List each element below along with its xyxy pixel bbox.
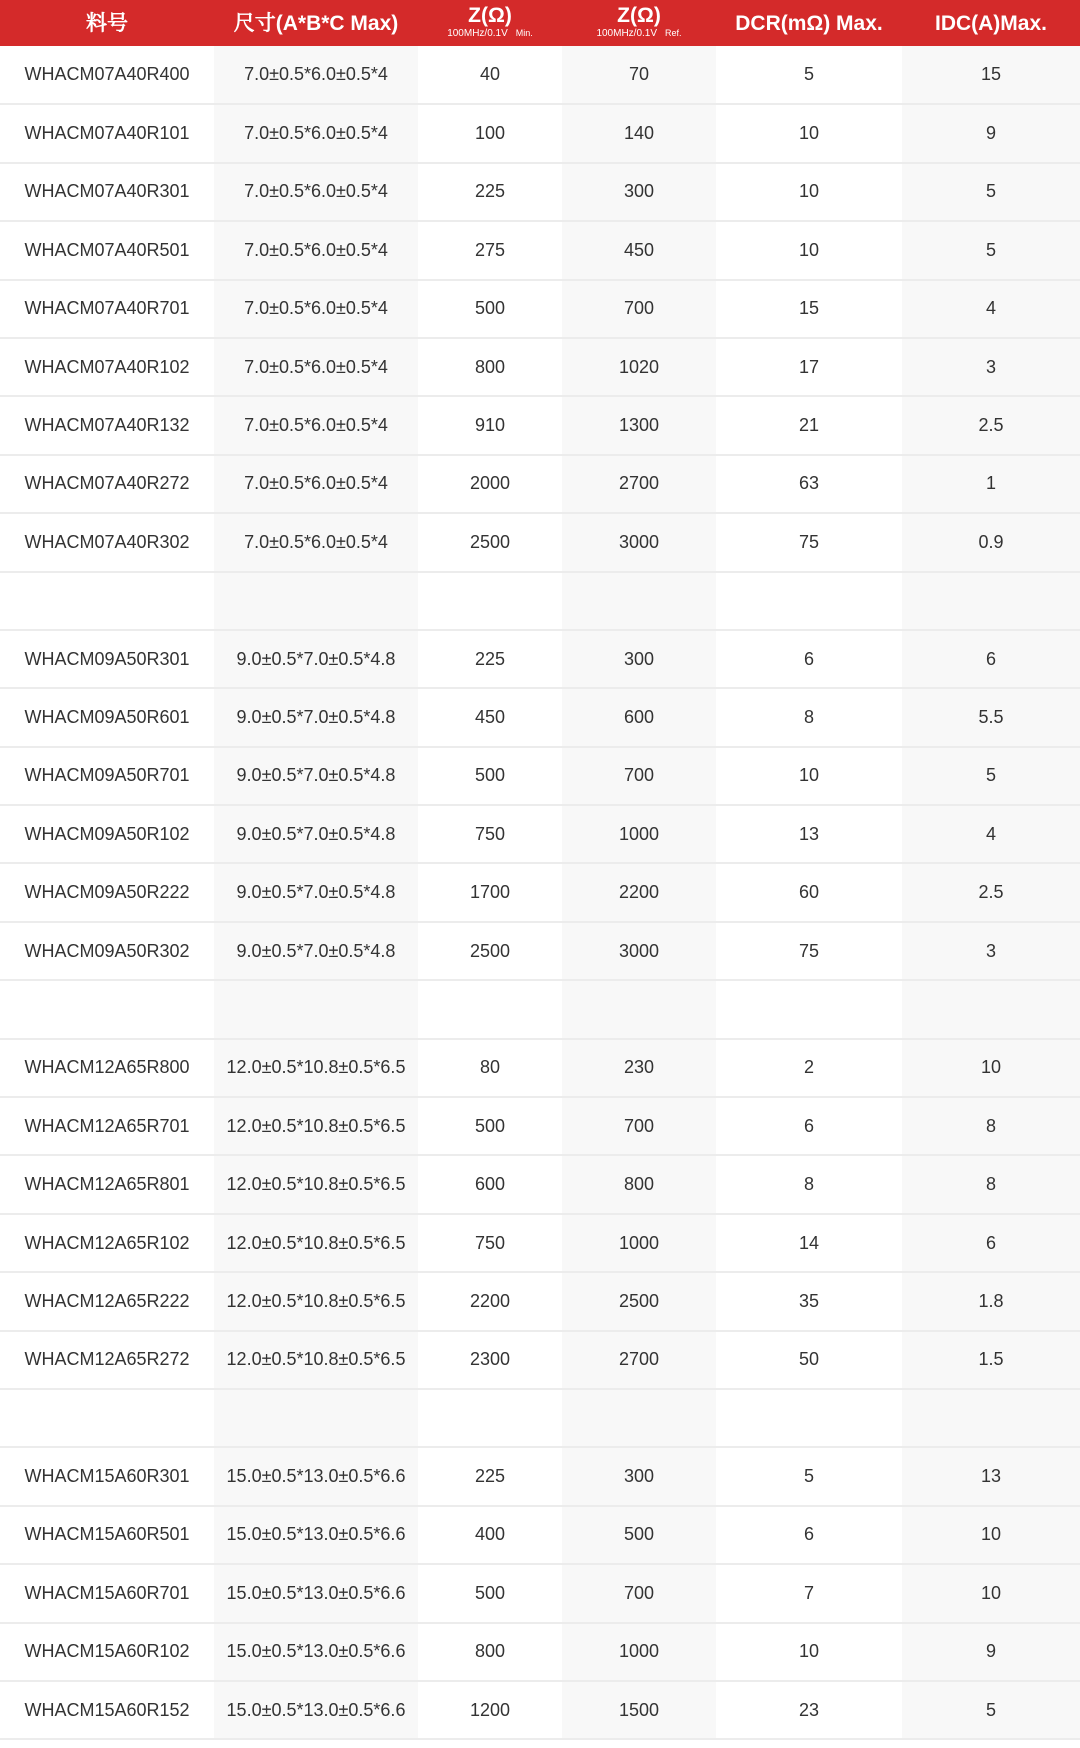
cell-idc: 8 bbox=[902, 1097, 1080, 1155]
cell-size: 15.0±0.5*13.0±0.5*6.6 bbox=[214, 1681, 418, 1739]
cell-part-number: WHACM07A40R272 bbox=[24, 473, 190, 494]
cell-impedance-min: 275 bbox=[474, 239, 506, 260]
cell-impedance-ref: 3000 bbox=[562, 513, 716, 571]
cell-part-number: WHACM12A65R800 bbox=[24, 1057, 190, 1078]
cell-idc: 3 bbox=[902, 338, 1080, 396]
cell-part-number: WHACM07A40R701 bbox=[24, 298, 190, 319]
cell-idc: 6 bbox=[902, 1214, 1080, 1272]
cell-size: 15.0±0.5*13.0±0.5*6.6 bbox=[214, 1564, 418, 1622]
cell-idc: 4 bbox=[902, 280, 1080, 338]
cell-dcr: 6 bbox=[803, 1524, 814, 1545]
header-impedance-ref-tag: Ref. bbox=[665, 28, 682, 38]
table-row bbox=[0, 338, 1080, 396]
cell-impedance-min: 750 bbox=[474, 1232, 506, 1253]
group-spacer-row bbox=[0, 1389, 1080, 1447]
cell-size: 7.0±0.5*6.0±0.5*4 bbox=[214, 46, 418, 104]
table-row bbox=[0, 747, 1080, 805]
cell-dcr: 50 bbox=[798, 1349, 820, 1370]
table-body bbox=[0, 46, 1080, 1739]
cell-impedance-min: 500 bbox=[474, 1582, 506, 1603]
cell-impedance-ref: 1000 bbox=[562, 1214, 716, 1272]
spacer-cell bbox=[902, 572, 1080, 630]
cell-impedance-ref: 70 bbox=[562, 46, 716, 104]
cell-impedance-ref: 500 bbox=[562, 1506, 716, 1564]
cell-dcr: 2 bbox=[803, 1057, 814, 1078]
cell-impedance-min: 500 bbox=[474, 765, 506, 786]
cell-dcr: 10 bbox=[798, 123, 820, 144]
cell-part-number: WHACM09A50R601 bbox=[24, 706, 190, 727]
header-size: 尺寸(A*B*C Max) bbox=[233, 11, 399, 35]
cell-part-number: WHACM07A40R102 bbox=[24, 356, 190, 377]
cell-idc: 10 bbox=[902, 1039, 1080, 1097]
table-row bbox=[0, 1039, 1080, 1097]
cell-part-number: WHACM12A65R102 bbox=[24, 1232, 190, 1253]
cell-impedance-ref: 700 bbox=[562, 1564, 716, 1622]
cell-impedance-ref: 1000 bbox=[562, 805, 716, 863]
cell-idc: 1.8 bbox=[902, 1272, 1080, 1330]
table-row bbox=[0, 46, 1080, 104]
header-impedance-ref-freq: 100MHz/0.1V bbox=[596, 28, 658, 39]
cell-dcr: 14 bbox=[798, 1232, 820, 1253]
cell-size: 12.0±0.5*10.8±0.5*6.5 bbox=[214, 1097, 418, 1155]
cell-part-number: WHACM07A40R302 bbox=[24, 531, 190, 552]
cell-dcr: 5 bbox=[803, 64, 814, 85]
cell-dcr: 75 bbox=[798, 531, 820, 552]
table-row bbox=[0, 1447, 1080, 1505]
cell-idc: 10 bbox=[902, 1506, 1080, 1564]
cell-idc: 0.9 bbox=[902, 513, 1080, 571]
spacer-cell bbox=[418, 572, 562, 630]
cell-dcr: 23 bbox=[798, 1699, 820, 1720]
header-impedance-ref-condition bbox=[562, 27, 716, 40]
cell-size: 9.0±0.5*7.0±0.5*4.8 bbox=[214, 688, 418, 746]
cell-size: 9.0±0.5*7.0±0.5*4.8 bbox=[214, 863, 418, 921]
table-row bbox=[0, 221, 1080, 279]
spacer-cell bbox=[562, 980, 716, 1038]
table-row bbox=[0, 1506, 1080, 1564]
cell-size: 7.0±0.5*6.0±0.5*4 bbox=[214, 455, 418, 513]
cell-size: 15.0±0.5*13.0±0.5*6.6 bbox=[214, 1447, 418, 1505]
cell-part-number: WHACM07A40R400 bbox=[24, 64, 190, 85]
table-row bbox=[0, 805, 1080, 863]
cell-dcr: 8 bbox=[803, 706, 814, 727]
table-row bbox=[0, 1623, 1080, 1681]
cell-dcr: 5 bbox=[803, 1466, 814, 1487]
header-impedance-min bbox=[418, 0, 562, 46]
table-row bbox=[0, 163, 1080, 221]
cell-idc: 5 bbox=[902, 1681, 1080, 1739]
cell-part-number: WHACM07A40R301 bbox=[24, 181, 190, 202]
cell-impedance-ref: 2700 bbox=[562, 455, 716, 513]
cell-impedance-min: 100 bbox=[474, 123, 506, 144]
table-row bbox=[0, 513, 1080, 571]
cell-idc: 10 bbox=[902, 1564, 1080, 1622]
cell-part-number: WHACM07A40R132 bbox=[24, 415, 190, 436]
cell-impedance-ref: 700 bbox=[562, 1097, 716, 1155]
cell-impedance-min: 2300 bbox=[469, 1349, 511, 1370]
cell-impedance-ref: 700 bbox=[562, 280, 716, 338]
cell-idc: 5 bbox=[902, 163, 1080, 221]
cell-size: 12.0±0.5*10.8±0.5*6.5 bbox=[214, 1039, 418, 1097]
cell-impedance-min: 2000 bbox=[469, 473, 511, 494]
cell-size: 7.0±0.5*6.0±0.5*4 bbox=[214, 104, 418, 162]
cell-size: 7.0±0.5*6.0±0.5*4 bbox=[214, 396, 418, 454]
cell-idc: 2.5 bbox=[902, 863, 1080, 921]
cell-size: 15.0±0.5*13.0±0.5*6.6 bbox=[214, 1623, 418, 1681]
cell-impedance-min: 225 bbox=[474, 1466, 506, 1487]
cell-dcr: 10 bbox=[798, 239, 820, 260]
spacer-cell bbox=[418, 980, 562, 1038]
table-row bbox=[0, 1214, 1080, 1272]
cell-idc: 9 bbox=[902, 1623, 1080, 1681]
cell-dcr: 7 bbox=[803, 1582, 814, 1603]
cell-part-number: WHACM09A50R701 bbox=[24, 765, 190, 786]
table-row bbox=[0, 1155, 1080, 1213]
cell-idc: 1 bbox=[902, 455, 1080, 513]
header-dcr: DCR(mΩ) Max. bbox=[735, 11, 883, 35]
cell-impedance-min: 80 bbox=[479, 1057, 501, 1078]
cell-impedance-min: 2500 bbox=[469, 940, 511, 961]
cell-part-number: WHACM09A50R301 bbox=[24, 648, 190, 669]
cell-size: 12.0±0.5*10.8±0.5*6.5 bbox=[214, 1331, 418, 1389]
table-row bbox=[0, 104, 1080, 162]
table-row bbox=[0, 1681, 1080, 1739]
table-row bbox=[0, 280, 1080, 338]
cell-size: 12.0±0.5*10.8±0.5*6.5 bbox=[214, 1155, 418, 1213]
cell-impedance-ref: 1000 bbox=[562, 1623, 716, 1681]
cell-size: 9.0±0.5*7.0±0.5*4.8 bbox=[214, 747, 418, 805]
cell-size: 9.0±0.5*7.0±0.5*4.8 bbox=[214, 805, 418, 863]
header-row bbox=[0, 0, 1080, 46]
cell-size: 7.0±0.5*6.0±0.5*4 bbox=[214, 338, 418, 396]
cell-dcr: 10 bbox=[798, 181, 820, 202]
cell-dcr: 63 bbox=[798, 473, 820, 494]
cell-idc: 4 bbox=[902, 805, 1080, 863]
cell-part-number: WHACM15A60R301 bbox=[24, 1466, 190, 1487]
cell-idc: 13 bbox=[902, 1447, 1080, 1505]
cell-dcr: 21 bbox=[798, 415, 820, 436]
cell-part-number: WHACM12A65R801 bbox=[24, 1174, 190, 1195]
cell-part-number: WHACM15A60R501 bbox=[24, 1524, 190, 1545]
cell-impedance-ref: 300 bbox=[562, 1447, 716, 1505]
cell-impedance-ref: 2500 bbox=[562, 1272, 716, 1330]
header-impedance-min-freq: 100MHz/0.1V bbox=[447, 28, 508, 39]
cell-idc: 6 bbox=[902, 630, 1080, 688]
cell-impedance-min: 500 bbox=[474, 298, 506, 319]
spacer-cell bbox=[214, 1389, 418, 1447]
spacer-cell bbox=[716, 1389, 902, 1447]
table-row bbox=[0, 688, 1080, 746]
cell-impedance-min: 800 bbox=[474, 356, 506, 377]
cell-impedance-ref: 2200 bbox=[562, 863, 716, 921]
cell-dcr: 60 bbox=[798, 882, 820, 903]
table-row bbox=[0, 1272, 1080, 1330]
cell-part-number: WHACM07A40R501 bbox=[24, 239, 190, 260]
cell-idc: 9 bbox=[902, 104, 1080, 162]
cell-impedance-min: 2500 bbox=[469, 531, 511, 552]
cell-idc: 5 bbox=[902, 221, 1080, 279]
spacer-cell bbox=[0, 1389, 214, 1447]
cell-size: 9.0±0.5*7.0±0.5*4.8 bbox=[214, 630, 418, 688]
cell-dcr: 6 bbox=[803, 1115, 814, 1136]
cell-dcr: 35 bbox=[798, 1290, 820, 1311]
cell-dcr: 6 bbox=[803, 648, 814, 669]
cell-impedance-ref: 300 bbox=[562, 163, 716, 221]
group-spacer-row bbox=[0, 572, 1080, 630]
cell-idc: 2.5 bbox=[902, 396, 1080, 454]
cell-impedance-ref: 3000 bbox=[562, 922, 716, 980]
cell-impedance-ref: 140 bbox=[562, 104, 716, 162]
cell-impedance-ref: 1500 bbox=[562, 1681, 716, 1739]
table-row bbox=[0, 922, 1080, 980]
cell-impedance-min: 500 bbox=[474, 1115, 506, 1136]
table-row bbox=[0, 863, 1080, 921]
cell-dcr: 17 bbox=[798, 356, 820, 377]
cell-dcr: 75 bbox=[798, 940, 820, 961]
cell-dcr: 10 bbox=[798, 1641, 820, 1662]
header-idc: IDC(A)Max. bbox=[934, 11, 1047, 35]
cell-part-number: WHACM07A40R101 bbox=[24, 123, 190, 144]
cell-size: 9.0±0.5*7.0±0.5*4.8 bbox=[214, 922, 418, 980]
cell-impedance-ref: 2700 bbox=[562, 1331, 716, 1389]
cell-idc: 3 bbox=[902, 922, 1080, 980]
spacer-cell bbox=[716, 572, 902, 630]
cell-dcr: 10 bbox=[798, 765, 820, 786]
spacer-cell bbox=[562, 572, 716, 630]
cell-size: 7.0±0.5*6.0±0.5*4 bbox=[214, 280, 418, 338]
cell-dcr: 8 bbox=[803, 1174, 814, 1195]
spacer-cell bbox=[418, 1389, 562, 1447]
cell-impedance-ref: 450 bbox=[562, 221, 716, 279]
cell-impedance-min: 450 bbox=[474, 706, 506, 727]
cell-dcr: 15 bbox=[798, 298, 820, 319]
table-row bbox=[0, 455, 1080, 513]
header-impedance-min-title: Z(Ω) bbox=[468, 4, 512, 27]
cell-impedance-min: 40 bbox=[479, 64, 501, 85]
cell-part-number: WHACM09A50R222 bbox=[24, 882, 190, 903]
cell-size: 12.0±0.5*10.8±0.5*6.5 bbox=[214, 1272, 418, 1330]
cell-impedance-min: 750 bbox=[474, 823, 506, 844]
cell-idc: 5 bbox=[902, 747, 1080, 805]
spacer-cell bbox=[214, 980, 418, 1038]
cell-part-number: WHACM12A65R272 bbox=[24, 1349, 190, 1370]
cell-idc: 8 bbox=[902, 1155, 1080, 1213]
cell-impedance-min: 225 bbox=[474, 181, 506, 202]
table-row bbox=[0, 1097, 1080, 1155]
spacer-cell bbox=[902, 1389, 1080, 1447]
cell-part-number: WHACM15A60R102 bbox=[24, 1641, 190, 1662]
cell-impedance-ref: 600 bbox=[562, 688, 716, 746]
cell-impedance-ref: 300 bbox=[562, 630, 716, 688]
cell-size: 7.0±0.5*6.0±0.5*4 bbox=[214, 163, 418, 221]
table-row bbox=[0, 630, 1080, 688]
cell-part-number: WHACM15A60R152 bbox=[24, 1699, 190, 1720]
cell-idc: 15 bbox=[902, 46, 1080, 104]
cell-impedance-min: 910 bbox=[474, 415, 506, 436]
cell-impedance-ref: 700 bbox=[562, 747, 716, 805]
header-impedance-ref-title: Z(Ω) bbox=[617, 4, 661, 27]
cell-part-number: WHACM12A65R701 bbox=[24, 1115, 190, 1136]
cell-size: 12.0±0.5*10.8±0.5*6.5 bbox=[214, 1214, 418, 1272]
table-row bbox=[0, 1331, 1080, 1389]
cell-impedance-min: 225 bbox=[474, 648, 506, 669]
header-impedance-ref bbox=[562, 0, 716, 46]
spacer-cell bbox=[562, 1389, 716, 1447]
cell-part-number: WHACM15A60R701 bbox=[24, 1582, 190, 1603]
table-row bbox=[0, 1564, 1080, 1622]
cell-impedance-min: 1700 bbox=[469, 882, 511, 903]
header-impedance-min-condition bbox=[418, 27, 562, 40]
cell-impedance-min: 1200 bbox=[469, 1699, 511, 1720]
header-impedance-min-tag: Min. bbox=[515, 28, 533, 38]
cell-part-number: WHACM09A50R302 bbox=[24, 940, 190, 961]
cell-impedance-min: 800 bbox=[474, 1641, 506, 1662]
cell-size: 7.0±0.5*6.0±0.5*4 bbox=[214, 221, 418, 279]
cell-impedance-min: 2200 bbox=[469, 1290, 511, 1311]
cell-part-number: WHACM12A65R222 bbox=[24, 1290, 190, 1311]
cell-size: 7.0±0.5*6.0±0.5*4 bbox=[214, 513, 418, 571]
group-spacer-row bbox=[0, 980, 1080, 1038]
cell-impedance-min: 600 bbox=[474, 1174, 506, 1195]
cell-part-number: WHACM09A50R102 bbox=[24, 823, 190, 844]
cell-impedance-ref: 1300 bbox=[562, 396, 716, 454]
cell-impedance-ref: 230 bbox=[562, 1039, 716, 1097]
cell-idc: 1.5 bbox=[902, 1331, 1080, 1389]
spacer-cell bbox=[716, 980, 902, 1038]
spacer-cell bbox=[214, 572, 418, 630]
table-header bbox=[0, 0, 1080, 46]
table-row bbox=[0, 396, 1080, 454]
cell-idc: 5.5 bbox=[902, 688, 1080, 746]
header-part-number: 料号 bbox=[86, 11, 128, 35]
spacer-cell bbox=[0, 980, 214, 1038]
spacer-cell bbox=[0, 572, 214, 630]
cell-impedance-ref: 1020 bbox=[562, 338, 716, 396]
cell-dcr: 13 bbox=[798, 823, 820, 844]
cell-impedance-ref: 800 bbox=[562, 1155, 716, 1213]
cell-impedance-min: 400 bbox=[474, 1524, 506, 1545]
cell-size: 15.0±0.5*13.0±0.5*6.6 bbox=[214, 1506, 418, 1564]
spacer-cell bbox=[902, 980, 1080, 1038]
